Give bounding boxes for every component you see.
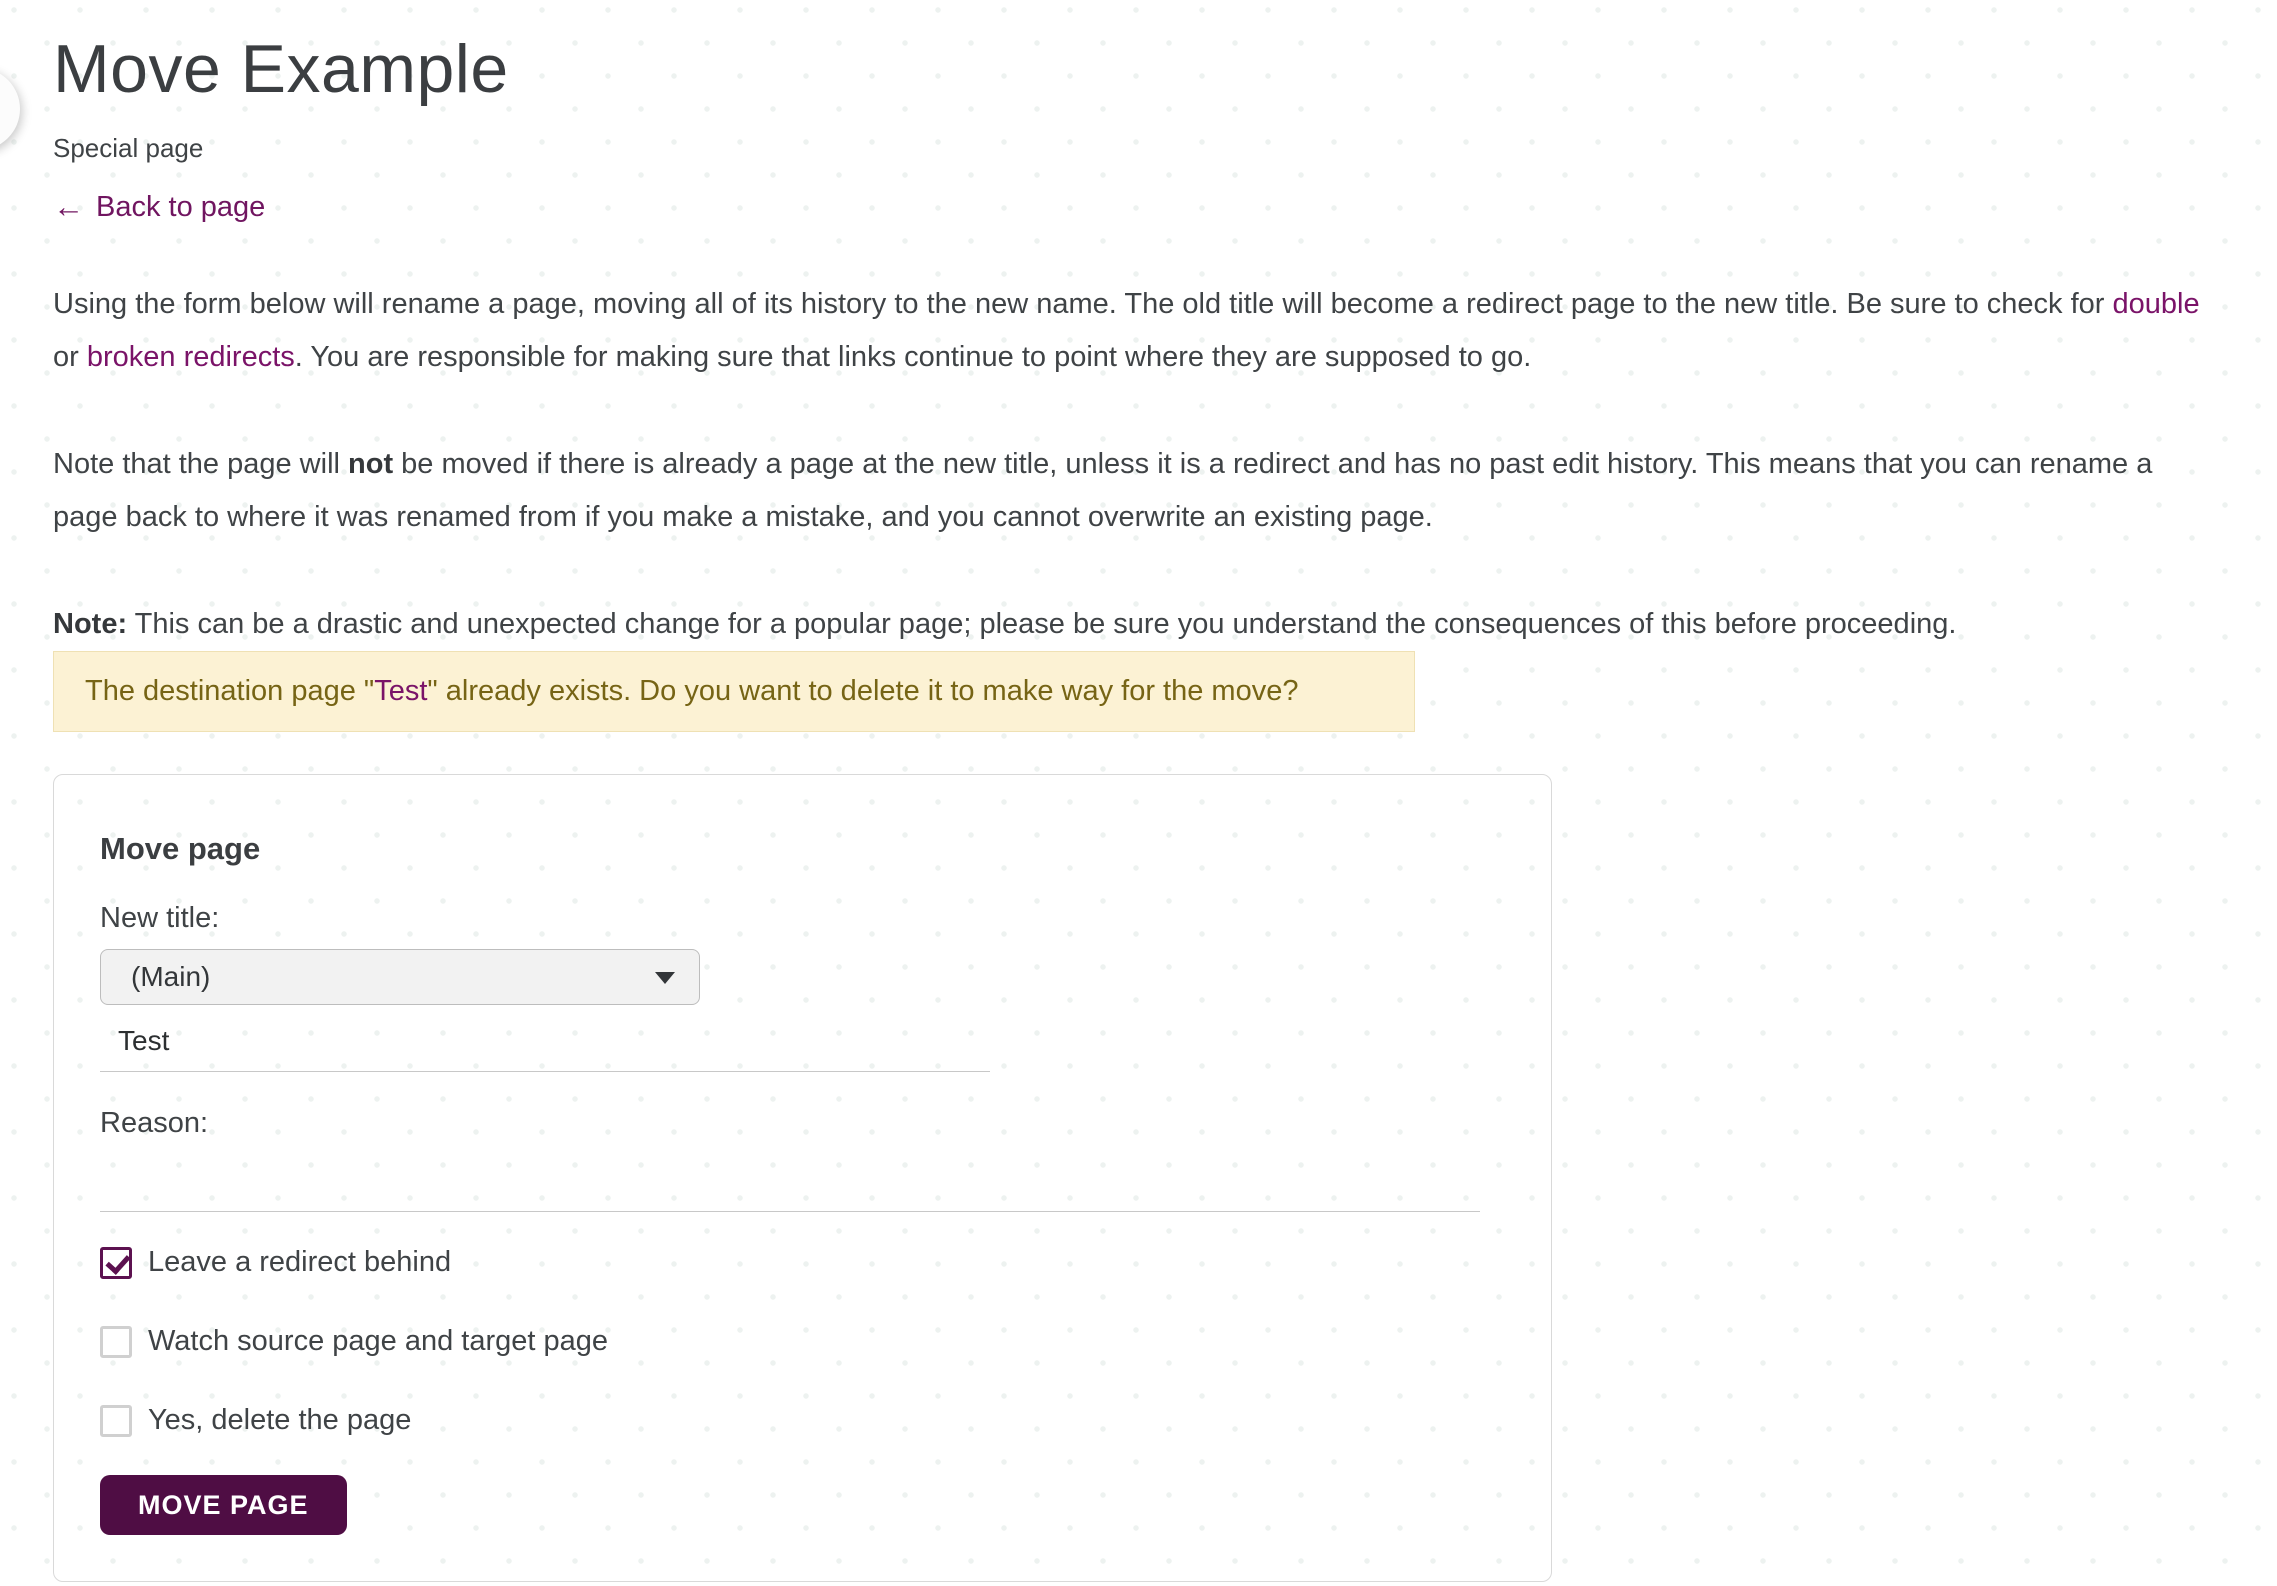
caution-paragraph [53,598,2224,651]
watch-pages-checkbox[interactable] [100,1326,132,1358]
destination-page-link[interactable]: Test [374,675,428,707]
leave-redirect-checkbox[interactable] [100,1247,132,1279]
destination-exists-warning [53,651,1415,732]
intro-paragraph [53,278,2224,384]
note-bold-not: not [348,448,394,480]
reason-label: Reason: [100,1107,209,1139]
note-text-1: Note that the page will [53,448,349,480]
delete-page-label: Yes, delete the page [148,1404,412,1436]
leave-redirect-row[interactable] [100,1246,451,1279]
caution-text: This can be a drastic and unexpected change for a popular page; please be sure you understand the consequences of this before proceeding. [127,608,1957,640]
move-page-form [53,774,1552,1582]
caution-bold-label: Note: [53,608,128,640]
broken-redirects-link[interactable]: broken redirects [86,341,295,373]
watch-pages-row[interactable] [100,1325,608,1358]
delete-page-row[interactable] [100,1404,411,1437]
leave-redirect-label: Leave a redirect behind [148,1246,452,1278]
form-legend: Move page [100,831,261,866]
back-link-label: Back to page [96,191,266,223]
note-paragraph [53,438,2224,544]
intro-text-1: Using the form below will rename a page, moving all of its history to the new name. The old title will become a redirect page to the new title. Be sure to check for [53,288,2113,320]
page-title: Move Example [53,31,509,107]
page-subtitle: Special page [53,133,204,163]
delete-page-checkbox[interactable] [100,1405,132,1437]
new-title-input[interactable] [100,1022,990,1072]
back-to-page-link[interactable] [53,190,265,224]
watch-pages-label: Watch source page and target page [148,1325,609,1357]
intro-text-3: . You are responsible for making sure that links continue to point where they are supposed to go. [294,341,1532,373]
warning-text-1: The destination page " [85,675,375,707]
move-page-button[interactable]: MOVE PAGE [100,1475,347,1535]
namespace-selected-value: (Main) [131,961,211,992]
namespace-select[interactable] [100,949,700,1005]
intro-text-2: or [53,341,87,373]
new-title-label: New title: [100,902,220,934]
double-redirects-link[interactable]: double [2112,288,2200,320]
dropdown-caret-icon [655,972,675,984]
back-arrow-icon: ← [53,189,84,224]
warning-text-2: " already exists. Do you want to delete it to make way for the move? [427,675,1299,707]
reason-input[interactable] [100,1142,1480,1212]
note-text-2: be moved if there is already a page at the new title, unless it is a redirect and has no past edit history. This means that you can rename a page back to where it was renamed from if you make a mistake, and you cannot overwrite an existing page. [53,448,2153,533]
